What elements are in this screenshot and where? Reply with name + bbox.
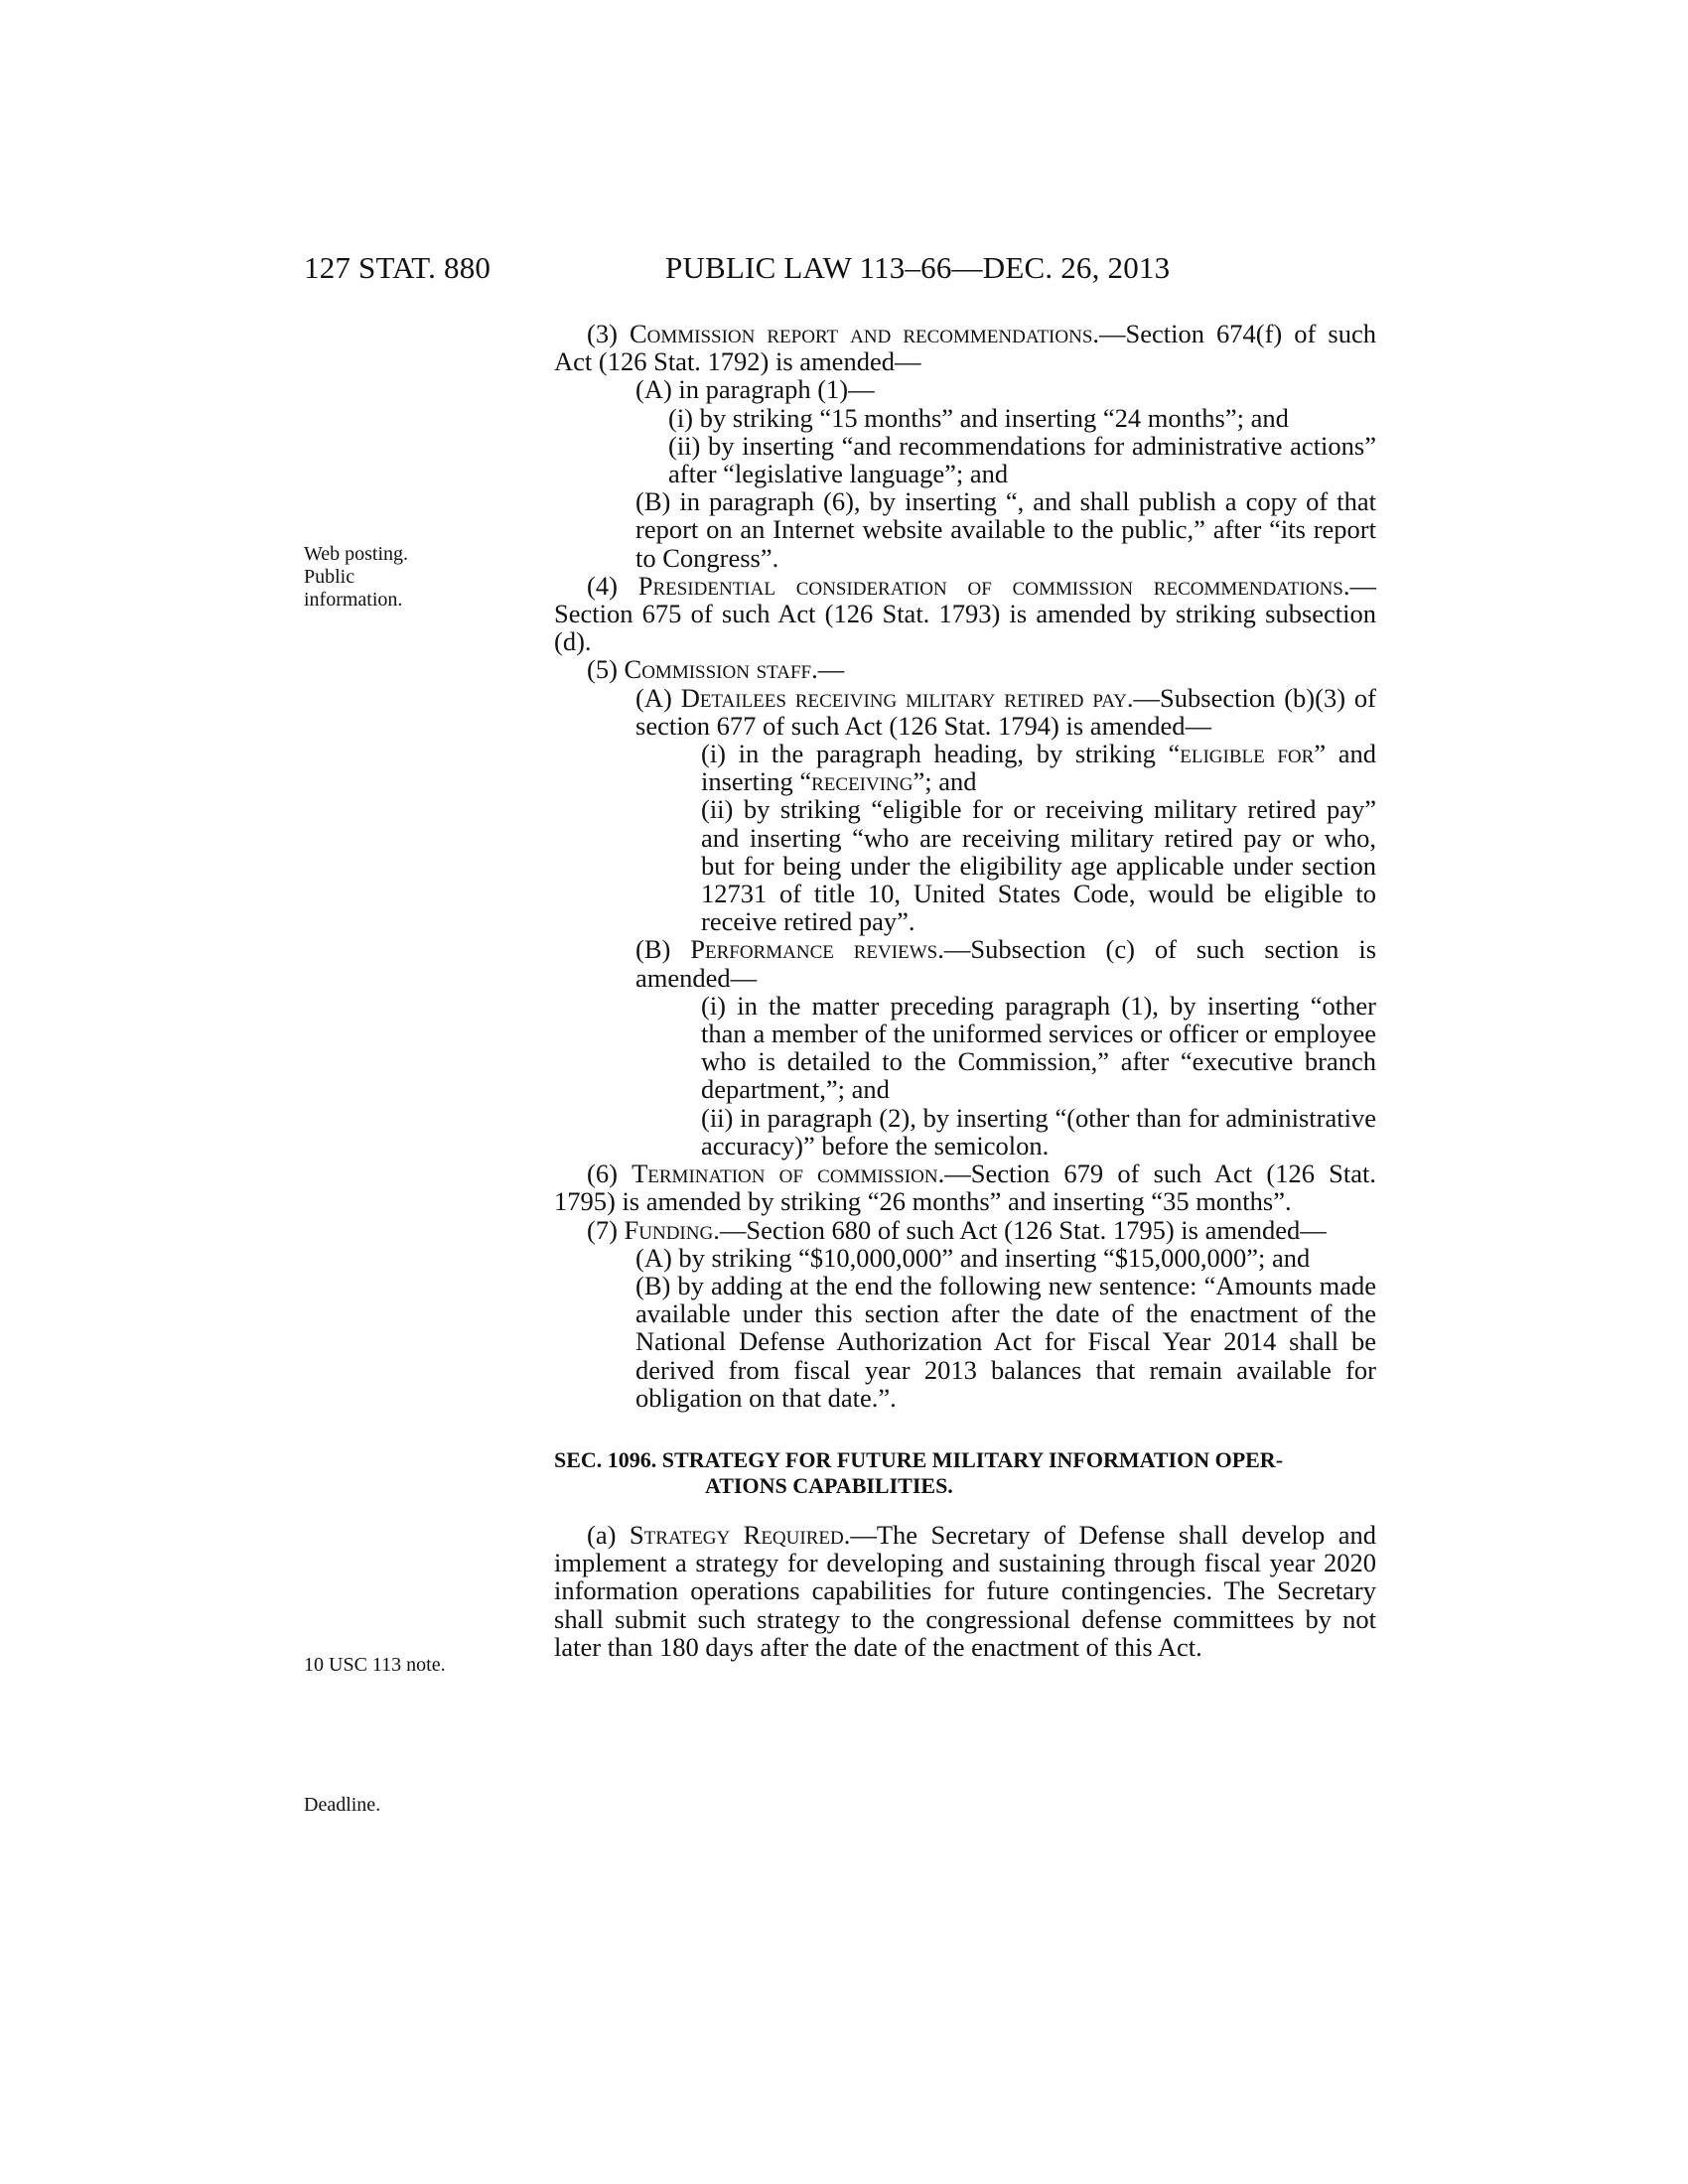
para-text: .—Section 679 of such Act (126 Stat. 1795) is amended by striking “26 months” and inserting “35 months”. — [554, 1159, 1376, 1217]
para-quoted-heading: eligible for — [1180, 739, 1315, 769]
paragraph-3-A-ii: (ii) by inserting “and recommendations for administrative actions” after “legislative language”; and — [668, 430, 1376, 489]
paragraph-4 — [554, 572, 1376, 656]
document-body — [554, 320, 1376, 1661]
para-number: (4) — [587, 570, 638, 601]
running-header-title: PUBLIC LAW 113–66—DEC. 26, 2013 — [665, 250, 1171, 285]
para-heading: Detailees receiving military retired pay — [680, 682, 1127, 713]
para-text: ” and inserting “ — [701, 739, 1377, 797]
para-number: (a) — [587, 1519, 630, 1550]
paragraph-5 — [554, 655, 1376, 683]
para-text: .—The Secretary of Defense shall develop and implement a strategy for developing and sustaining through fiscal year 2020 information operations capabilities for future contingencies. The Secretary shall submit such strategy to the congressional defense committees by not later than 180 days after the date of the enactment of this Act. — [554, 1519, 1376, 1662]
para-text: (i) by striking “15 months” and inserting “24 months”; and — [668, 402, 1289, 433]
paragraph-7-B: (B) by adding at the end the following new sentence: “Amounts made available under this section after the date of the enactment of the National Defense Authorization Act for Fiscal Year 2014 shall be derived from fiscal year 2013 balances that remain available for obligation on that date.”. — [635, 1270, 1376, 1413]
paragraph-5-A-ii: (ii) by striking “eligible for or receiving military retired pay” and inserting “who are receiving military retired pay or who, but for being under the eligibility age applicable under section 12731 of title 10, United States Code, would be eligible to receive retired pay”. — [701, 794, 1376, 937]
margin-note-usc: 10 USC 113 note. — [304, 1654, 446, 1676]
para-number: (5) — [587, 654, 625, 685]
margin-note-line: Web posting. — [304, 543, 409, 565]
para-heading: Strategy Required — [629, 1519, 844, 1550]
para-text: ”; and — [913, 766, 977, 797]
para-number: (A) — [635, 682, 681, 713]
para-heading: Presidential consideration of commission recommendations — [637, 570, 1343, 601]
paragraph-5-A — [554, 684, 1376, 740]
paragraph-3 — [554, 320, 1376, 375]
paragraph-5-A-i — [554, 740, 1376, 795]
para-text: .—Subsection (c) of such section is amended— — [635, 934, 1377, 993]
para-quoted-heading: receiving — [811, 766, 914, 797]
para-heading: Funding — [624, 1214, 714, 1245]
para-text: .—Subsection (b)(3) of section 677 of such Act (126 Stat. 1794) is amended— — [635, 682, 1376, 741]
para-heading: Commission staff — [624, 654, 812, 685]
section-heading — [554, 1447, 1376, 1499]
para-text: (i) in the paragraph heading, by striking “ — [701, 739, 1181, 769]
para-heading: Performance reviews — [690, 934, 938, 965]
paragraph-3-A-i — [554, 404, 1376, 432]
paragraph-6 — [554, 1160, 1376, 1215]
paragraph-5-B-i: (i) in the matter preceding paragraph (1), by inserting “other than a member of the uniformed services or officer or employee who is detailed to the Commission,” after “executive branch department,”; and — [701, 990, 1376, 1105]
margin-note-deadline: Deadline. — [304, 1794, 381, 1816]
margin-note-line: Public — [304, 566, 355, 588]
paragraph-7-A: (A) by striking “$10,000,000” and inserting “$15,000,000”; and — [635, 1242, 1311, 1273]
margin-note-line: information. — [304, 589, 403, 611]
para-text: .—Section 680 of such Act (126 Stat. 1795) is amended— — [713, 1214, 1327, 1245]
para-text: .— — [811, 654, 845, 685]
section-heading-line: SEC. 1096. STRATEGY FOR FUTURE MILITARY INFORMATION OPER- — [554, 1446, 1284, 1472]
page-reference: 127 STAT. 880 — [304, 250, 492, 285]
paragraph-3-A: (A) in paragraph (1)— — [635, 374, 875, 405]
paragraph-a — [554, 1521, 1376, 1661]
paragraph-5-B-ii: (ii) in paragraph (2), by inserting “(other than for administrative accuracy)” before the semicolon. — [701, 1102, 1376, 1160]
section-heading-line: ATIONS CAPABILITIES. — [705, 1472, 953, 1498]
para-number: (3) — [587, 319, 630, 348]
para-text: .—Section 674(f) of such Act (126 Stat. 1792) is amended— — [554, 319, 1376, 377]
para-number: (7) — [587, 1214, 625, 1245]
paragraph-3-B: (B) in paragraph (6), by inserting “, and shall publish a copy of that report on an Internet website available to the public,” after “its report to Congress”. — [635, 486, 1376, 573]
para-heading: Termination of commission — [632, 1159, 938, 1189]
para-number: (6) — [587, 1159, 633, 1189]
margin-note-web-posting — [304, 543, 463, 612]
paragraph-7 — [554, 1216, 1376, 1244]
para-heading: Commission report and recommendations — [629, 319, 1093, 348]
para-number: (B) — [635, 934, 691, 965]
paragraph-5-B — [554, 935, 1376, 991]
para-text: .—Section 675 of such Act (126 Stat. 1793) is amended by striking subsection (d). — [554, 570, 1376, 657]
